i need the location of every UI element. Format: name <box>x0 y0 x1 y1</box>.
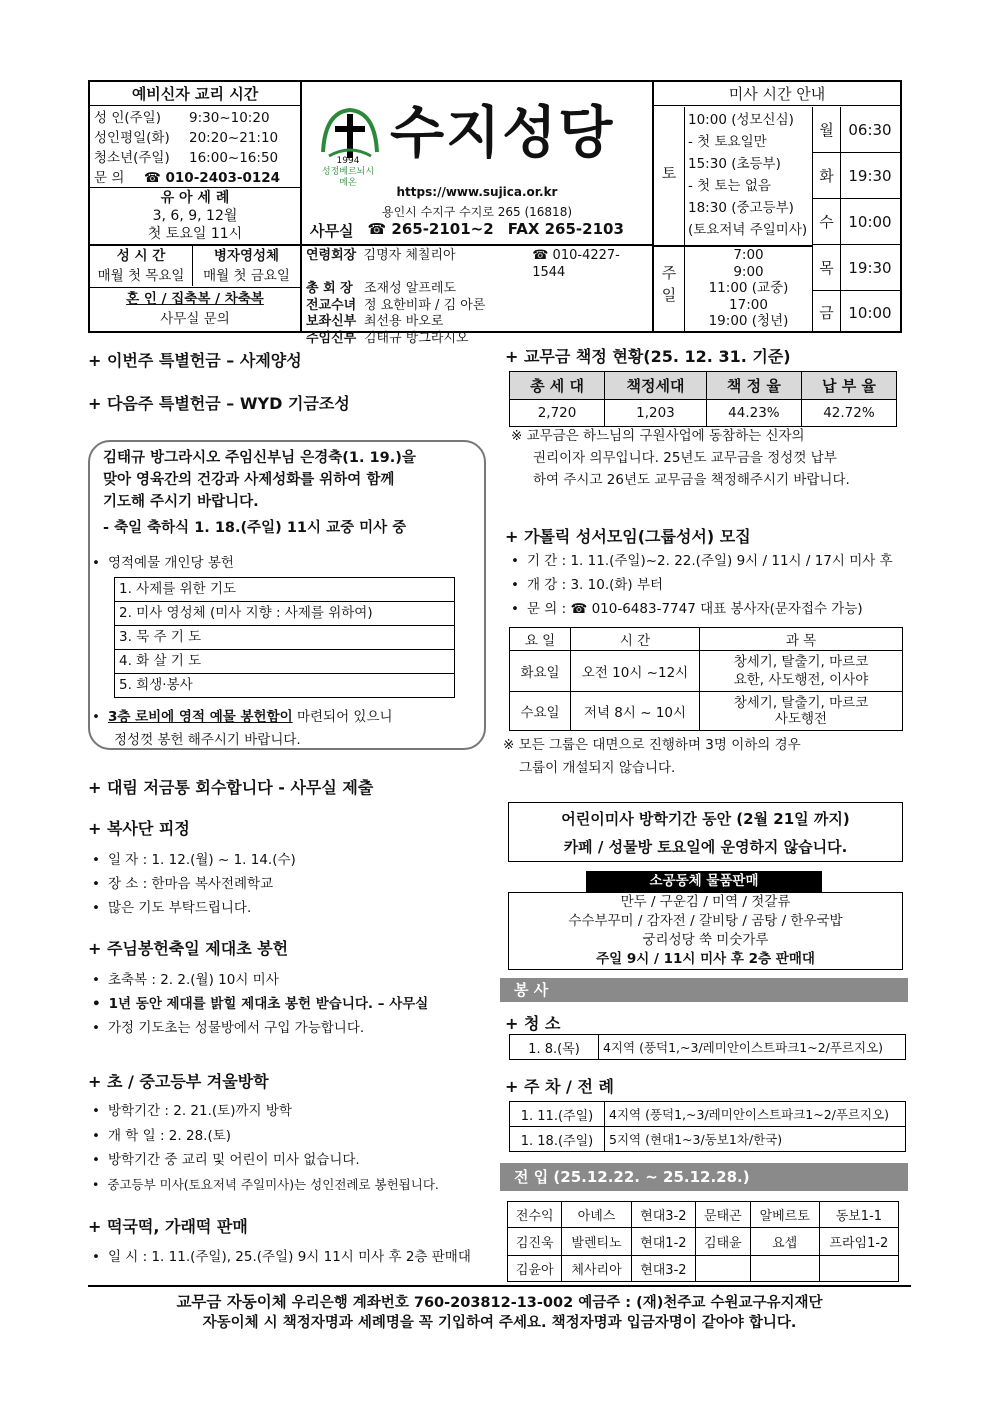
cleaning-table: 1. 8.(목) 4지역 (풍덕1,~3/레미안이스트파크1~2/푸르지오) <box>509 1034 906 1060</box>
confession: 성 시 간 매월 첫 목요일 <box>97 248 185 284</box>
address: 용인시 수지구 수지로 265 (16818) <box>381 205 573 219</box>
dues-title: + 교무금 책정 현황(25. 12. 31. 기준) <box>505 347 791 366</box>
church-name: 수지성당 <box>390 101 615 166</box>
bible-title: + 가톨릭 성서모임(그룹성서) 모집 <box>505 527 751 546</box>
website[interactable]: https://www.sujica.or.kr <box>396 185 558 199</box>
feast-bullet-2-line2: 정성껏 봉헌 해주시기 바랍니다. <box>114 732 301 748</box>
altar-title: + 복사단 피정 <box>88 819 190 838</box>
catechumen-rows: 성 인(주일) 9:30~10:20 성인평일(화) 20:20~21:10 청소년(주일) 16:00~16:50 문 의 ☎ 010-2403-0124 <box>94 110 281 186</box>
mass-title: 미사 시간 안내 <box>654 82 900 106</box>
parking-title: + 주 차 / 전 례 <box>505 1077 614 1096</box>
sunday-label: 주 일 <box>661 264 677 304</box>
service-bar: 봉 사 <box>500 978 908 1002</box>
logo-caption: 1994 성정베르뇌시메온 <box>321 156 375 188</box>
staff-list: 연령회장 김명자 체칠리아 ☎ 010-4227-1544 총 회 장 조재성 알프레도 전교수녀 정 요한비파 / 김 아론 보좌신부 최선용 바오로 주임신부 김태규 방그라시오 <box>306 248 620 346</box>
feast-items: 1. 사제를 위한 기도 2. 미사 영성체 (미사 지향 : 사제를 위하여) 3. 묵 주 기 도 4. 화 살 기 도 5. 희생·봉사 <box>114 577 455 698</box>
altar-list: • 일 자 : 1. 12.(월) ~ 1. 14.(수) • 장 소 : 한마음 복사전례학교 • 많은 기도 부탁드립니다. <box>92 848 296 920</box>
market-box: 만두 / 구운김 / 미역 / 젓갈류 수수부꾸미 / 감자전 / 갈비탕 / 곰탕 / 한우국밥 궁리성당 쑥 미숫가루 주일 9시 / 11시 미사 후 2층 판매대 <box>508 892 903 970</box>
bible-table: 요 일 시 간 과 목 화요일 오전 10시 ~12시 창세기, 탈출기, 마르코 요한, 사도행전, 이사야 수요일 저녁 8시 ~ 10시 창세기, 탈출기, 마르코 사도행전 <box>509 627 903 731</box>
dues-note: ※ 교무금은 하느님의 구원사업에 동참하는 신자의 권리이자 의무입니다. 25년도 교무금을 정성껏 납부 하여 주시고 26년도 교무금을 책정해주시기 바랍니다. <box>511 428 850 488</box>
feast-bullet-2: • 3층 로비에 영적 예물 봉헌함이 마련되어 있으니 <box>92 705 393 725</box>
parking-table: 1. 11.(주일) 4지역 (풍덕1,~3/레미안이스트파크1~2/푸르지오) 1. 18.(주일) 5지역 (현대1~3/동보1차/한국) <box>509 1101 906 1152</box>
header-box <box>88 80 902 346</box>
vacation-list: • 방학기간 : 2. 21.(토)까지 방학 • 개 학 일 : 2. 28.(토) • 방학기간 중 교리 및 어린이 미사 없습니다. • 중고등부 미사(토요저녁 주일미사)는 성인전례로 봉헌됩니다. <box>92 1099 439 1197</box>
ricecake-item: • 일 시 : 1. 11.(주일), 25.(주일) 9시 11시 미사 후 2층 판매대 <box>92 1245 471 1265</box>
bible-list: • 기 간 : 1. 11.(주일)~2. 22.(주일) 9시 / 11시 / 17시 미사 후 • 개 강 : 3. 10.(화) 부터 • 문 의 : ☎ 010-6483-7747 대표 봉사자(문자접수 가능) <box>511 549 893 621</box>
sunday-masses: 7:00 9:00 11:00 (교중) 17:00 19:00 (청년) <box>708 247 789 329</box>
cafe-notice: 어린이미사 방학기간 동안 (2월 21일 까지) 카페 / 성물방 토요일에 운영하지 않습니다. <box>508 802 903 862</box>
infant-baptism: 유 아 세 례 3, 6, 9, 12월 첫 토요일 11시 <box>147 190 243 242</box>
ricecake-title: + 떡국떡, 가래떡 판매 <box>88 1217 248 1236</box>
footer-divider <box>88 1285 911 1287</box>
wedding: 혼 인 / 집축복 / 차축복 사무실 문의 <box>126 291 264 327</box>
candle-list: • 초축복 : 2. 2.(월) 10시 미사 • 1년 동안 제대를 밝힐 제대초 봉헌 받습니다. – 사무실 • 가정 기도초는 성물방에서 구입 가능합니다. <box>92 968 428 1040</box>
footer: 교무금 자동이체 우리은행 계좌번호 760-203812-13-002 예금주 : (재)천주교 수원교구유지재단 자동이체 시 책정자명과 세례명을 꼭 기입하여 주세요. 책정자명과 입금자명이 같아야 합니다. <box>176 1293 823 1331</box>
saturday-masses: 10:00 (성모신심) - 첫 토요일만 15:30 (초등부) - 첫 토는 없음 18:30 (중고등부) (토요저녁 주일미사) <box>688 112 808 238</box>
sick-communion: 병자영성체 매월 첫 금요일 <box>203 248 290 284</box>
candle-title: + 주님봉헌축일 제대초 봉헌 <box>88 939 289 958</box>
vacation-title: + 초 / 중고등부 겨울방학 <box>88 1072 269 1091</box>
catechumen-title: 예비신자 교리 시간 <box>90 82 300 106</box>
weekday-masses: 월 06:30 화 19:30 수 10:00 목 19:30 금 10:00 <box>813 107 900 334</box>
bible-note: ※ 모든 그룹은 대면으로 진행하며 3명 이하의 경우 그룹이 개설되지 않습니다. <box>503 737 801 776</box>
offering-this-week: + 이번주 특별헌금 – 사제양성 <box>88 351 302 370</box>
feast-bullet-1: • 영적예물 개인당 봉헌 <box>92 551 234 571</box>
dues-table: 총 세 대 책정세대 책 정 율 납 부 율 2,720 1,203 44.23% 42.72% <box>509 371 897 427</box>
feast-text: 김태규 방그라시오 주임신부님 은경축(1. 19.)을 맞아 영육간의 건강과 사제성화를 위하여 함께 기도해 주시기 바랍니다. - 축일 축하식 1. 18.(주일) 11시 교중 미사 중 <box>103 450 416 536</box>
movein-table: 전수익 아녜스 현대3-2 문태곤 알베르토 동보1-1 김진욱 발렌티노 현대1-2 김태윤 요셉 프라임1-2 김윤아 체사리아 현대3-2 <box>507 1201 899 1282</box>
movein-bar: 전 입 (25.12.22. ~ 25.12.28.) <box>500 1163 908 1191</box>
office-contact: 사무실 ☎ 265-2101~2 FAX 265-2103 <box>310 220 624 240</box>
cleaning-title: + 청 소 <box>505 1014 561 1033</box>
saturday-label: 토 <box>661 164 677 182</box>
advent-box: + 대림 저금통 회수합니다 - 사무실 제출 <box>88 778 374 797</box>
offering-next-week: + 다음주 특별헌금 – WYD 기금조성 <box>88 394 350 413</box>
market-title: 소공동체 물품판매 <box>586 871 822 892</box>
